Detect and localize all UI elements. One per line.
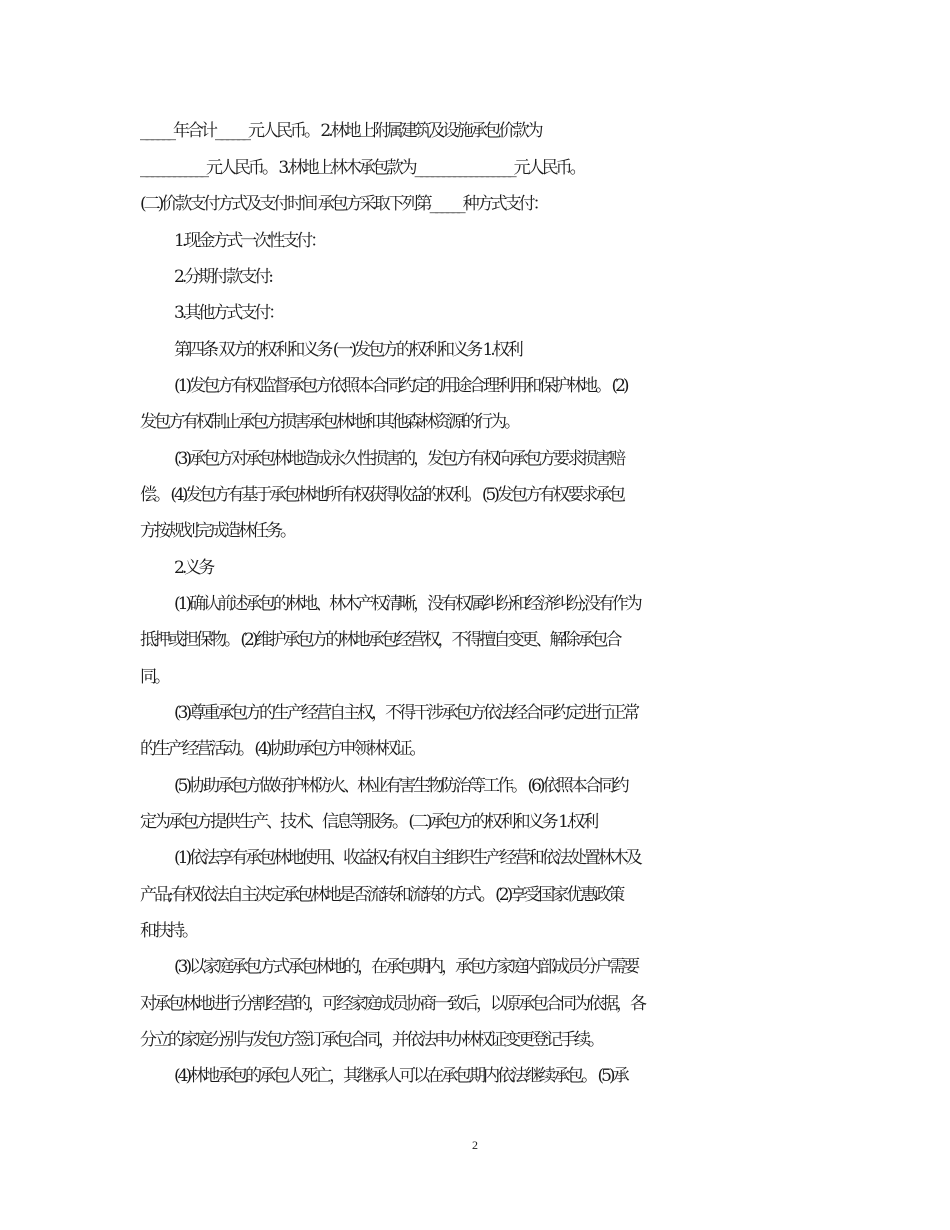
text-line: 3.其他方式支付： [174, 303, 283, 323]
text-line: 1.现金方式一次性支付： [174, 231, 325, 251]
text-line: (1)发包方有权监督承包方依照本合同约定的用途合理利用和保护林地。 (2) [174, 376, 627, 396]
text-line: 偿。 (4)发包方有基于承包林地所有权获得收益的权利。 (5)发包方有权要求承包 [140, 485, 623, 505]
text-line: (1)确认前述承包的林地、林木产权清晰，没有权属纠纷和经济纠纷;没有作为 [174, 594, 640, 614]
text-line: (二)价款支付方式及支付时间 承包方采取下列第______种方式支付： [140, 194, 547, 214]
text-line: 2.义务 [174, 558, 213, 578]
text-line: 第四条 双方的权利和义务 (一)发包方的权利和义务 1.权利 [174, 340, 521, 360]
text-line: (3)承包方对承包林地造成永久性损害的，发包方有权向承包方要求损害赔 [174, 449, 624, 469]
text-line: (3)以家庭承包方式承包林地的，在承包期内，承包方家庭内部成员分户需要 [174, 957, 638, 977]
text-line: 定为承包方提供生产、技术、信息等服务。 (二)承包方的权利和义务 1.权利 [140, 812, 597, 832]
text-line: 和扶持。 [140, 921, 196, 941]
text-line: 方按规划完成造林任务。 [140, 521, 294, 541]
text-line: 2.分期付款支付: [174, 267, 271, 287]
text-line: 产品;有权依法自主决定承包林地是否流转和流转的方式。 (2)享受国家优惠政策 [140, 885, 623, 905]
text-line: 分立的家庭分别与发包方签订承包合同，并依法申办林权证变更登记手续。 [140, 1030, 602, 1050]
text-line: 抵押或担保物。 (2)维护承包方的林地承包经营权，不得擅自变更、解除承包合 [140, 630, 620, 650]
text-line: 发包方有权制止承包方损害承包林地和其他森林资源的行为。 [140, 412, 518, 432]
text-line: ______年合计______元人民币。 2.林地上附属建筑及设施承包价款为 [140, 121, 541, 141]
text-line: 的生产经营活动。 (4)协助承包方申领林权证。 [140, 739, 424, 759]
text-line: 同。 [140, 667, 168, 687]
text-line: (3)尊重承包方的生产经营自主权，不得干涉承包方依法经合同约定进行正常 [174, 703, 638, 723]
text-line: (1)依法享有承包林地使用、收益权;有权自主组织生产经营和依法处置林木及 [174, 848, 640, 868]
page-number: 2 [472, 1138, 478, 1152]
text-line: (4)林地承包的承包人死亡，其继承人可以在承包期内依法继续承包。 (5)承 [174, 1066, 627, 1086]
text-line: 对承包林地进行分割经营的，可经家庭成员协商一致后，以原承包合同为依据，各 [140, 994, 644, 1014]
text-line: ____________元人民币。 3.林地上林木承包款为__________________元人民币。 [140, 158, 584, 178]
text-line: (5)协助承包方做好护林防火、林业有害生物防治等工作。 (6)依照本合同约 [174, 776, 627, 796]
